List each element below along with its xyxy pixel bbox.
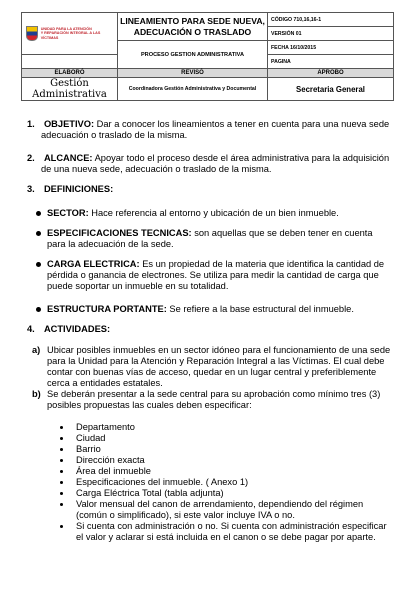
requirement-item: Área del inmueble <box>76 466 151 476</box>
activity-marker-a: a) <box>32 345 41 355</box>
definition-especificaciones-line-2: para la adecuación de la sede. <box>47 239 174 249</box>
definition-sector <box>47 208 339 219</box>
bullet-icon <box>60 459 63 462</box>
requirement-item: Valor mensual del canon de arrendamiento, dependiendo del régimen <box>76 499 364 509</box>
section-alcance-line-1 <box>27 153 389 164</box>
page-field: PAGINA <box>268 55 394 69</box>
activity-a-line-3: contar con buenas vías de acceso, quedar en un lugar central y preferiblemente <box>47 367 377 377</box>
activity-b-line-1: Se deberán presentar a la sede central para su aprobación como mínimo tres (3) <box>47 389 381 399</box>
definition-text: Se refiere a la base estructural del inmueble. <box>166 304 354 314</box>
section-text: Apoyar todo el proceso desde el área administrativa para la adquisición <box>92 153 390 163</box>
section-objetivo-line-1 <box>27 119 389 130</box>
colombia-shield-icon <box>26 26 38 41</box>
section-label: ALCANCE: <box>43 153 93 163</box>
definition-text: Es un propiedad de la materia que identifica la cantidad de <box>139 259 385 269</box>
bullet-icon <box>36 211 41 216</box>
requirement-item: Especificaciones del inmueble. ( Anexo 1) <box>76 477 249 487</box>
logo-spacer-cell <box>22 55 118 69</box>
document-title <box>118 13 268 41</box>
requirement-item-continued: el valor y aclarar si está incluida en el canon o se debe pagar por aparte. <box>76 532 376 542</box>
signature-elaboro <box>22 78 118 101</box>
requirement-item-continued: (común o simplificado), si este valor incluye IVA o no. <box>76 510 295 520</box>
requirement-item: Carga Eléctrica Total (tabla adjunta) <box>76 488 224 498</box>
logo-text-line-1: UNIDAD PARA LA ATENCIÓN <box>40 26 92 31</box>
version-field: VERSIÓN 01 <box>268 27 394 41</box>
bullet-icon <box>60 492 63 495</box>
requirement-item: Si cuenta con administración o no. Si cuenta con administración especificar <box>76 521 387 531</box>
definition-term: ESPECIFICACIONES TECNICAS: <box>47 228 192 238</box>
signature-elaboro-line-2: Administrativa <box>32 89 107 100</box>
document-title-line-2: ADECUACIÓN O TRASLADO <box>133 26 252 37</box>
requirement-item: Departamento <box>76 422 135 432</box>
definition-term: SECTOR: <box>47 208 89 218</box>
section-objetivo-line-2: adecuación o traslado de la misma. <box>41 130 188 140</box>
signature-reviso: Coordinadora Gestión Administrativa y Documental <box>118 78 268 101</box>
section-number: 4. <box>27 324 35 334</box>
activity-a-line-2: para la Unidad para la Atención y Reparación Integral a las Víctimas. El cual debe <box>47 356 385 366</box>
signature-elaboro-line-1: Gestión <box>50 78 89 89</box>
bullet-icon <box>60 470 63 473</box>
section-number: 1. <box>27 119 35 129</box>
bullet-icon <box>60 448 63 451</box>
activity-b-line-2: posibles propuestas las cuales deben especificar: <box>47 400 252 410</box>
section-label: DEFINICIONES: <box>43 184 114 194</box>
logo-text-line-2: Y REPARACIÓN INTEGRAL A LAS VÍCTIMAS <box>40 31 101 40</box>
definition-estructura-portante <box>47 304 354 315</box>
role-aprobo: APROBO <box>268 69 394 78</box>
document-header-table <box>21 12 394 101</box>
requirement-item: Barrio <box>76 444 101 454</box>
definition-carga-line-2: pérdida o ganancia de electrones. Se utiliza para medir la cantidad de carga que <box>47 270 379 280</box>
bullet-icon <box>60 426 63 429</box>
signature-aprobo: Secretaria General <box>268 78 394 101</box>
activity-a-line-1: Ubicar posibles inmuebles en un sector idóneo para el funcionamiento de una sede <box>47 345 391 355</box>
bullet-icon <box>36 262 41 267</box>
definition-text: Hace referencia al entorno y ubicación de un bien inmueble. <box>88 208 339 218</box>
section-text: Dar a conocer los lineamientos a tener en cuenta para una nueva sede <box>94 119 390 129</box>
section-label: ACTIVIDADES: <box>43 324 111 334</box>
section-label: OBJETIVO: <box>43 119 95 129</box>
bullet-icon <box>60 437 63 440</box>
bullet-icon <box>60 481 63 484</box>
definition-especificaciones <box>47 228 373 239</box>
logo-cell <box>22 13 118 55</box>
code-field: CÓDIGO 710,16,16-1 <box>268 13 394 27</box>
definition-carga-line-3: puede soportar un inmueble en su totalidad. <box>47 281 229 291</box>
definition-text: son aquellas que se deben tener en cuenta <box>191 228 373 238</box>
role-elaboro: ELABORÓ <box>22 69 118 78</box>
requirement-item: Ciudad <box>76 433 106 443</box>
definition-term: ESTRUCTURA PORTANTE: <box>47 304 167 314</box>
section-alcance-line-2: de una nueva sede, adecuación o traslado de la misma. <box>41 164 272 174</box>
activity-marker-b: b) <box>32 389 41 399</box>
bullet-icon <box>36 231 41 236</box>
section-definiciones-heading <box>27 184 113 195</box>
definition-carga-electrica <box>47 259 384 270</box>
activity-a-line-4: cerca a entidades estatales. <box>47 378 163 388</box>
date-field: FECHA 16/10/2015 <box>268 41 394 55</box>
section-number: 2. <box>27 153 35 163</box>
requirement-item: Dirección exacta <box>76 455 145 465</box>
bullet-icon <box>36 307 41 312</box>
bullet-icon <box>60 503 63 506</box>
definition-term: CARGA ELECTRICA: <box>47 259 140 269</box>
section-number: 3. <box>27 184 35 194</box>
organization-logo <box>22 20 117 48</box>
bullet-icon <box>60 525 63 528</box>
document-title-line-1: LINEAMIENTO PARA SEDE NUEVA, <box>120 16 265 26</box>
role-reviso: REVISÓ <box>118 69 268 78</box>
section-actividades-heading <box>27 324 110 335</box>
process-name: PROCESO GESTION ADMINISTRATIVA <box>118 41 268 69</box>
